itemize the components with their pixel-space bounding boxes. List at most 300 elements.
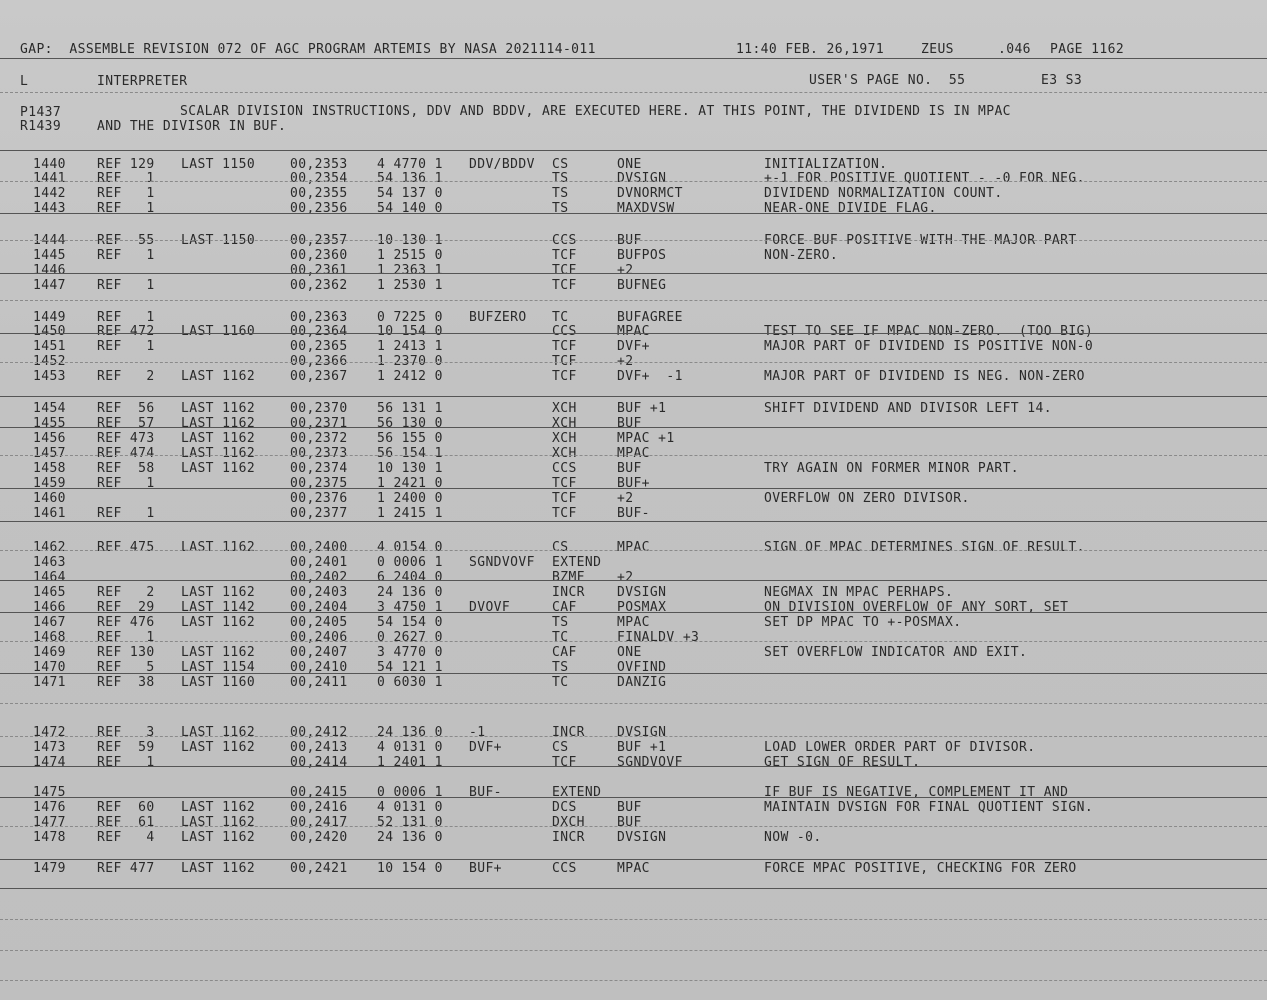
- line-number: 1467: [33, 615, 66, 630]
- address: 00,2363: [290, 310, 348, 325]
- symbol-label: BUFZERO: [469, 310, 527, 325]
- ref-count: REF 1: [97, 171, 155, 186]
- symbol-label: DVOVF: [469, 600, 511, 615]
- ref-count: REF 58: [97, 461, 155, 476]
- operand: BUF: [617, 461, 642, 476]
- job-number: .046: [998, 42, 1031, 57]
- listing-row: [0, 816, 1267, 831]
- octal-code: 4 0131 0: [377, 800, 443, 815]
- line-number: 1476: [33, 800, 66, 815]
- octal-code: 1 2413 1: [377, 339, 443, 354]
- opcode: TCF: [552, 278, 577, 293]
- last-page: LAST 1162: [181, 540, 256, 555]
- opcode: TS: [552, 201, 569, 216]
- operand: ONE: [617, 157, 642, 172]
- opcode: XCH: [552, 431, 577, 446]
- opcode: XCH: [552, 416, 577, 431]
- line-number: 1469: [33, 645, 66, 660]
- octal-code: 1 2401 1: [377, 755, 443, 770]
- rule: [0, 300, 1267, 301]
- operand: BUF: [617, 233, 642, 248]
- address: 00,2366: [290, 354, 348, 369]
- opcode: TCF: [552, 354, 577, 369]
- comment: MAINTAIN DVSIGN FOR FINAL QUOTIENT SIGN.: [764, 800, 1094, 815]
- address: 00,2370: [290, 401, 348, 416]
- opcode: XCH: [552, 401, 577, 416]
- last-page: LAST 1160: [181, 675, 256, 690]
- opcode: CS: [552, 157, 569, 172]
- comment: SHIFT DIVIDEND AND DIVISOR LEFT 14.: [764, 401, 1052, 416]
- opcode: TC: [552, 675, 569, 690]
- listing-row: [0, 202, 1267, 217]
- ref-count: REF 57: [97, 416, 155, 431]
- ref-count: REF 1: [97, 310, 155, 325]
- comment: SET DP MPAC TO +-POSMAX.: [764, 615, 962, 630]
- last-page: LAST 1162: [181, 725, 256, 740]
- address: 00,2412: [290, 725, 348, 740]
- octal-code: 10 130 1: [377, 233, 443, 248]
- address: 00,2411: [290, 675, 348, 690]
- listing-row: [0, 462, 1267, 477]
- line-number: 1460: [33, 491, 66, 506]
- address: 00,2360: [290, 248, 348, 263]
- opcode: TCF: [552, 506, 577, 521]
- line-number: 1465: [33, 585, 66, 600]
- listing-row: [0, 507, 1267, 522]
- octal-code: 52 131 0: [377, 815, 443, 830]
- line-number: 1453: [33, 369, 66, 384]
- comment: NOW -0.: [764, 830, 822, 845]
- line-number: 1462: [33, 540, 66, 555]
- last-page: LAST 1150: [181, 157, 256, 172]
- octal-code: 10 154 0: [377, 861, 443, 876]
- last-page: LAST 1154: [181, 660, 256, 675]
- comment: TEST TO SEE IF MPAC NON-ZERO. (TOO BIG): [764, 324, 1094, 339]
- listing-row: [0, 249, 1267, 264]
- operand: DVSIGN: [617, 585, 667, 600]
- opcode: TC: [552, 310, 569, 325]
- octal-code: 24 136 0: [377, 830, 443, 845]
- comment: OVERFLOW ON ZERO DIVISOR.: [764, 491, 970, 506]
- octal-code: 54 140 0: [377, 201, 443, 216]
- operand: MPAC: [617, 861, 650, 876]
- line-number: 1442: [33, 186, 66, 201]
- line-number: 1463: [33, 555, 66, 570]
- line-number: 1472: [33, 725, 66, 740]
- comment: NON-ZERO.: [764, 248, 839, 263]
- octal-code: 54 136 1: [377, 171, 443, 186]
- operand: DVSIGN: [617, 830, 667, 845]
- listing-row: [0, 862, 1267, 877]
- line-number: 1455: [33, 416, 66, 431]
- rule: [0, 980, 1267, 981]
- listing-row: [0, 616, 1267, 631]
- rule: [0, 612, 1267, 613]
- symbol-label: BUF-: [469, 785, 502, 800]
- last-page: LAST 1160: [181, 324, 256, 339]
- address: 00,2361: [290, 263, 348, 278]
- rule: [0, 181, 1267, 182]
- comment: SET OVERFLOW INDICATOR AND EXIT.: [764, 645, 1028, 660]
- address: 00,2401: [290, 555, 348, 570]
- opcode: TCF: [552, 755, 577, 770]
- octal-code: 56 154 1: [377, 446, 443, 461]
- last-page: LAST 1162: [181, 431, 256, 446]
- comment: SIGN OF MPAC DETERMINES SIGN OF RESULT.: [764, 540, 1085, 555]
- operand: BUF +1: [617, 401, 667, 416]
- octal-code: 56 155 0: [377, 431, 443, 446]
- rule: [0, 550, 1267, 551]
- octal-code: 4 0131 0: [377, 740, 443, 755]
- address: 00,2405: [290, 615, 348, 630]
- operand: MPAC: [617, 615, 650, 630]
- opcode: INCR: [552, 725, 585, 740]
- rule: [0, 826, 1267, 827]
- comment: FORCE BUF POSITIVE WITH THE MAJOR PART: [764, 233, 1077, 248]
- listing-row: [0, 646, 1267, 661]
- address: 00,2414: [290, 755, 348, 770]
- operand: ONE: [617, 645, 642, 660]
- octal-code: 4 4770 1: [377, 157, 443, 172]
- last-page: LAST 1162: [181, 401, 256, 416]
- ref-count: REF 472: [97, 324, 155, 339]
- ref-count: REF 4: [97, 830, 155, 845]
- listing-row: [0, 187, 1267, 202]
- rule: [0, 888, 1267, 889]
- preamble-line-number: R1439: [20, 119, 62, 134]
- address: 00,2402: [290, 570, 348, 585]
- opcode: BZMF: [552, 570, 585, 585]
- ref-count: REF 1: [97, 248, 155, 263]
- ref-count: REF 1: [97, 755, 155, 770]
- listing-row: [0, 756, 1267, 771]
- address: 00,2375: [290, 476, 348, 491]
- operand: BUF+: [617, 476, 650, 491]
- opcode: TCF: [552, 263, 577, 278]
- opcode: TCF: [552, 476, 577, 491]
- listing-row: [0, 172, 1267, 187]
- address: 00,2367: [290, 369, 348, 384]
- rule: [0, 455, 1267, 456]
- rule: [0, 58, 1267, 59]
- rule: [0, 213, 1267, 214]
- line-number: 1443: [33, 201, 66, 216]
- operand: SGNDVOVF: [617, 755, 683, 770]
- timestamp: 11:40 FEB. 26,1971: [736, 42, 885, 57]
- operand: +2: [617, 354, 634, 369]
- octal-code: 0 0006 1: [377, 785, 443, 800]
- octal-code: 0 6030 1: [377, 675, 443, 690]
- operand: DVF+ -1: [617, 369, 683, 384]
- symbol-label: DVF+: [469, 740, 502, 755]
- ref-count: REF 1: [97, 278, 155, 293]
- octal-code: 4 0154 0: [377, 540, 443, 555]
- opcode: EXTEND: [552, 785, 602, 800]
- operand: MPAC +1: [617, 431, 675, 446]
- rule: [0, 797, 1267, 798]
- address: 00,2407: [290, 645, 348, 660]
- listing-row: [0, 601, 1267, 616]
- octal-code: 24 136 0: [377, 585, 443, 600]
- operand: MPAC: [617, 324, 650, 339]
- listing-row: [0, 741, 1267, 756]
- ref-count: REF 5: [97, 660, 155, 675]
- octal-code: 10 154 0: [377, 324, 443, 339]
- ref-count: REF 1: [97, 186, 155, 201]
- ref-count: REF 38: [97, 675, 155, 690]
- opcode: CCS: [552, 461, 577, 476]
- address: 00,2415: [290, 785, 348, 800]
- line-number: 1447: [33, 278, 66, 293]
- ref-count: REF 1: [97, 339, 155, 354]
- last-page: LAST 1162: [181, 815, 256, 830]
- system-name: ZEUS: [921, 42, 954, 57]
- ref-count: REF 473: [97, 431, 155, 446]
- listing-row: [0, 556, 1267, 571]
- comment: FORCE MPAC POSITIVE, CHECKING FOR ZERO: [764, 861, 1077, 876]
- last-page: LAST 1162: [181, 800, 256, 815]
- line-number: 1450: [33, 324, 66, 339]
- comment: DIVIDEND NORMALIZATION COUNT.: [764, 186, 1003, 201]
- octal-code: 1 2400 0: [377, 491, 443, 506]
- rule: [0, 333, 1267, 334]
- rule: [0, 396, 1267, 397]
- line-number: 1456: [33, 431, 66, 446]
- address: 00,2371: [290, 416, 348, 431]
- opcode: INCR: [552, 830, 585, 845]
- ref-count: REF 55: [97, 233, 155, 248]
- line-number: 1458: [33, 461, 66, 476]
- opcode: EXTEND: [552, 555, 602, 570]
- operand: OVFIND: [617, 660, 667, 675]
- address: 00,2373: [290, 446, 348, 461]
- section-code: E3 S3: [1041, 73, 1083, 88]
- page-number: PAGE 1162: [1050, 42, 1125, 57]
- opcode: CCS: [552, 861, 577, 876]
- octal-code: 3 4770 0: [377, 645, 443, 660]
- opcode: CCS: [552, 324, 577, 339]
- comment: NEGMAX IN MPAC PERHAPS.: [764, 585, 954, 600]
- rule: [0, 580, 1267, 581]
- ref-count: REF 1: [97, 630, 155, 645]
- line-number: 1441: [33, 171, 66, 186]
- rule: [0, 766, 1267, 767]
- listing-row: [0, 786, 1267, 801]
- operand: BUF +1: [617, 740, 667, 755]
- comment: INITIALIZATION.: [764, 157, 888, 172]
- opcode: TS: [552, 615, 569, 630]
- line-number: 1475: [33, 785, 66, 800]
- operand: +2: [617, 491, 634, 506]
- address: 00,2357: [290, 233, 348, 248]
- opcode: CS: [552, 740, 569, 755]
- octal-code: 1 2530 1: [377, 278, 443, 293]
- preamble-text: AND THE DIVISOR IN BUF.: [97, 119, 287, 134]
- rule: [0, 641, 1267, 642]
- comment: NEAR-ONE DIVIDE FLAG.: [764, 201, 937, 216]
- ref-count: REF 474: [97, 446, 155, 461]
- octal-code: 10 130 1: [377, 461, 443, 476]
- address: 00,2374: [290, 461, 348, 476]
- address: 00,2365: [290, 339, 348, 354]
- octal-code: 0 0006 1: [377, 555, 443, 570]
- address: 00,2356: [290, 201, 348, 216]
- octal-code: 1 2415 1: [377, 506, 443, 521]
- line-number: 1478: [33, 830, 66, 845]
- rule: [0, 859, 1267, 860]
- listing-row: [0, 234, 1267, 249]
- rule: [0, 92, 1267, 93]
- operand: BUF: [617, 800, 642, 815]
- operand: MPAC: [617, 446, 650, 461]
- octal-code: 1 2412 0: [377, 369, 443, 384]
- address: 00,2410: [290, 660, 348, 675]
- operand: BUFPOS: [617, 248, 667, 263]
- rule: [0, 521, 1267, 522]
- line-number: 1471: [33, 675, 66, 690]
- listing-row: [0, 831, 1267, 846]
- listing-row: [0, 417, 1267, 432]
- operand: MPAC: [617, 540, 650, 555]
- address: 00,2372: [290, 431, 348, 446]
- rule: [0, 273, 1267, 274]
- octal-code: 56 131 1: [377, 401, 443, 416]
- opcode: INCR: [552, 585, 585, 600]
- operand: BUFNEG: [617, 278, 667, 293]
- listing-row: [0, 586, 1267, 601]
- rule: [0, 488, 1267, 489]
- address: 00,2364: [290, 324, 348, 339]
- address: 00,2400: [290, 540, 348, 555]
- comment: IF BUF IS NEGATIVE, COMPLEMENT IT AND: [764, 785, 1069, 800]
- opcode: TCF: [552, 248, 577, 263]
- address: 00,2416: [290, 800, 348, 815]
- opcode: CCS: [552, 233, 577, 248]
- ref-count: REF 2: [97, 369, 155, 384]
- last-page: LAST 1162: [181, 461, 256, 476]
- address: 00,2403: [290, 585, 348, 600]
- opcode: TC: [552, 630, 569, 645]
- section-title: INTERPRETER: [97, 74, 188, 89]
- comment: GET SIGN OF RESULT.: [764, 755, 921, 770]
- operand: DVSIGN: [617, 725, 667, 740]
- operand: FINALDV +3: [617, 630, 700, 645]
- listing-row: [0, 801, 1267, 816]
- line-number: 1440: [33, 157, 66, 172]
- opcode: CAF: [552, 600, 577, 615]
- comment: TRY AGAIN ON FORMER MINOR PART.: [764, 461, 1020, 476]
- line-number: 1473: [33, 740, 66, 755]
- ref-count: REF 1: [97, 201, 155, 216]
- comment: +-1 FOR POSITIVE QUOTIENT - -0 FOR NEG.: [764, 171, 1085, 186]
- symbol-label: DDV/BDDV: [469, 157, 535, 172]
- rule: [0, 736, 1267, 737]
- octal-code: 1 2421 0: [377, 476, 443, 491]
- address: 00,2421: [290, 861, 348, 876]
- assembly-title: GAP: ASSEMBLE REVISION 072 OF AGC PROGRAM ARTEMIS BY NASA 2021114-011: [20, 42, 596, 57]
- line-number: 1457: [33, 446, 66, 461]
- operand: +2: [617, 570, 634, 585]
- octal-code: 54 137 0: [377, 186, 443, 201]
- octal-code: 54 154 0: [377, 615, 443, 630]
- listing-row: [0, 477, 1267, 492]
- user-page: USER'S PAGE NO. 55: [809, 73, 966, 88]
- address: 00,2406: [290, 630, 348, 645]
- octal-code: 56 130 0: [377, 416, 443, 431]
- comment: ON DIVISION OVERFLOW OF ANY SORT, SET: [764, 600, 1069, 615]
- octal-code: 1 2515 0: [377, 248, 443, 263]
- listing-row: [0, 370, 1267, 385]
- ref-count: REF 61: [97, 815, 155, 830]
- opcode: TS: [552, 171, 569, 186]
- rule: [0, 950, 1267, 951]
- address: 00,2376: [290, 491, 348, 506]
- line-number: 1444: [33, 233, 66, 248]
- line-number: 1474: [33, 755, 66, 770]
- comment: LOAD LOWER ORDER PART OF DIVISOR.: [764, 740, 1036, 755]
- last-page: LAST 1162: [181, 740, 256, 755]
- opcode: TS: [552, 186, 569, 201]
- listing-row: [0, 264, 1267, 279]
- listing-marker: L: [20, 74, 29, 89]
- ref-count: REF 129: [97, 157, 155, 172]
- preamble-line-number: P1437: [20, 105, 62, 120]
- last-page: LAST 1162: [181, 369, 256, 384]
- comment: MAJOR PART OF DIVIDEND IS NEG. NON-ZERO: [764, 369, 1085, 384]
- listing-row: [0, 541, 1267, 556]
- operand: +2: [617, 263, 634, 278]
- listing-row: [0, 726, 1267, 741]
- comment: MAJOR PART OF DIVIDEND IS POSITIVE NON-0: [764, 339, 1094, 354]
- opcode: DCS: [552, 800, 577, 815]
- ref-count: REF 60: [97, 800, 155, 815]
- operand: DVSIGN: [617, 171, 667, 186]
- ref-count: REF 56: [97, 401, 155, 416]
- symbol-label: BUF+: [469, 861, 502, 876]
- opcode: TCF: [552, 491, 577, 506]
- address: 00,2355: [290, 186, 348, 201]
- address: 00,2353: [290, 157, 348, 172]
- operand: DVNORMCT: [617, 186, 683, 201]
- ref-count: REF 130: [97, 645, 155, 660]
- last-page: LAST 1162: [181, 830, 256, 845]
- octal-code: 54 121 1: [377, 660, 443, 675]
- line-number: 1477: [33, 815, 66, 830]
- line-number: 1451: [33, 339, 66, 354]
- octal-code: 1 2370 0: [377, 354, 443, 369]
- listing-row: [0, 432, 1267, 447]
- last-page: LAST 1162: [181, 861, 256, 876]
- octal-code: 6 2404 0: [377, 570, 443, 585]
- last-page: LAST 1162: [181, 446, 256, 461]
- last-page: LAST 1142: [181, 600, 256, 615]
- address: 00,2404: [290, 600, 348, 615]
- ref-count: REF 59: [97, 740, 155, 755]
- ref-count: REF 2: [97, 585, 155, 600]
- octal-code: 0 7225 0: [377, 310, 443, 325]
- operand: BUF-: [617, 506, 650, 521]
- line-number: 1446: [33, 263, 66, 278]
- operand: BUF: [617, 815, 642, 830]
- line-number: 1464: [33, 570, 66, 585]
- symbol-label: -1: [469, 725, 486, 740]
- listing-row: [0, 631, 1267, 646]
- listing-row: [0, 340, 1267, 355]
- rule: [0, 673, 1267, 674]
- rule: [0, 362, 1267, 363]
- opcode: XCH: [552, 446, 577, 461]
- ref-count: REF 475: [97, 540, 155, 555]
